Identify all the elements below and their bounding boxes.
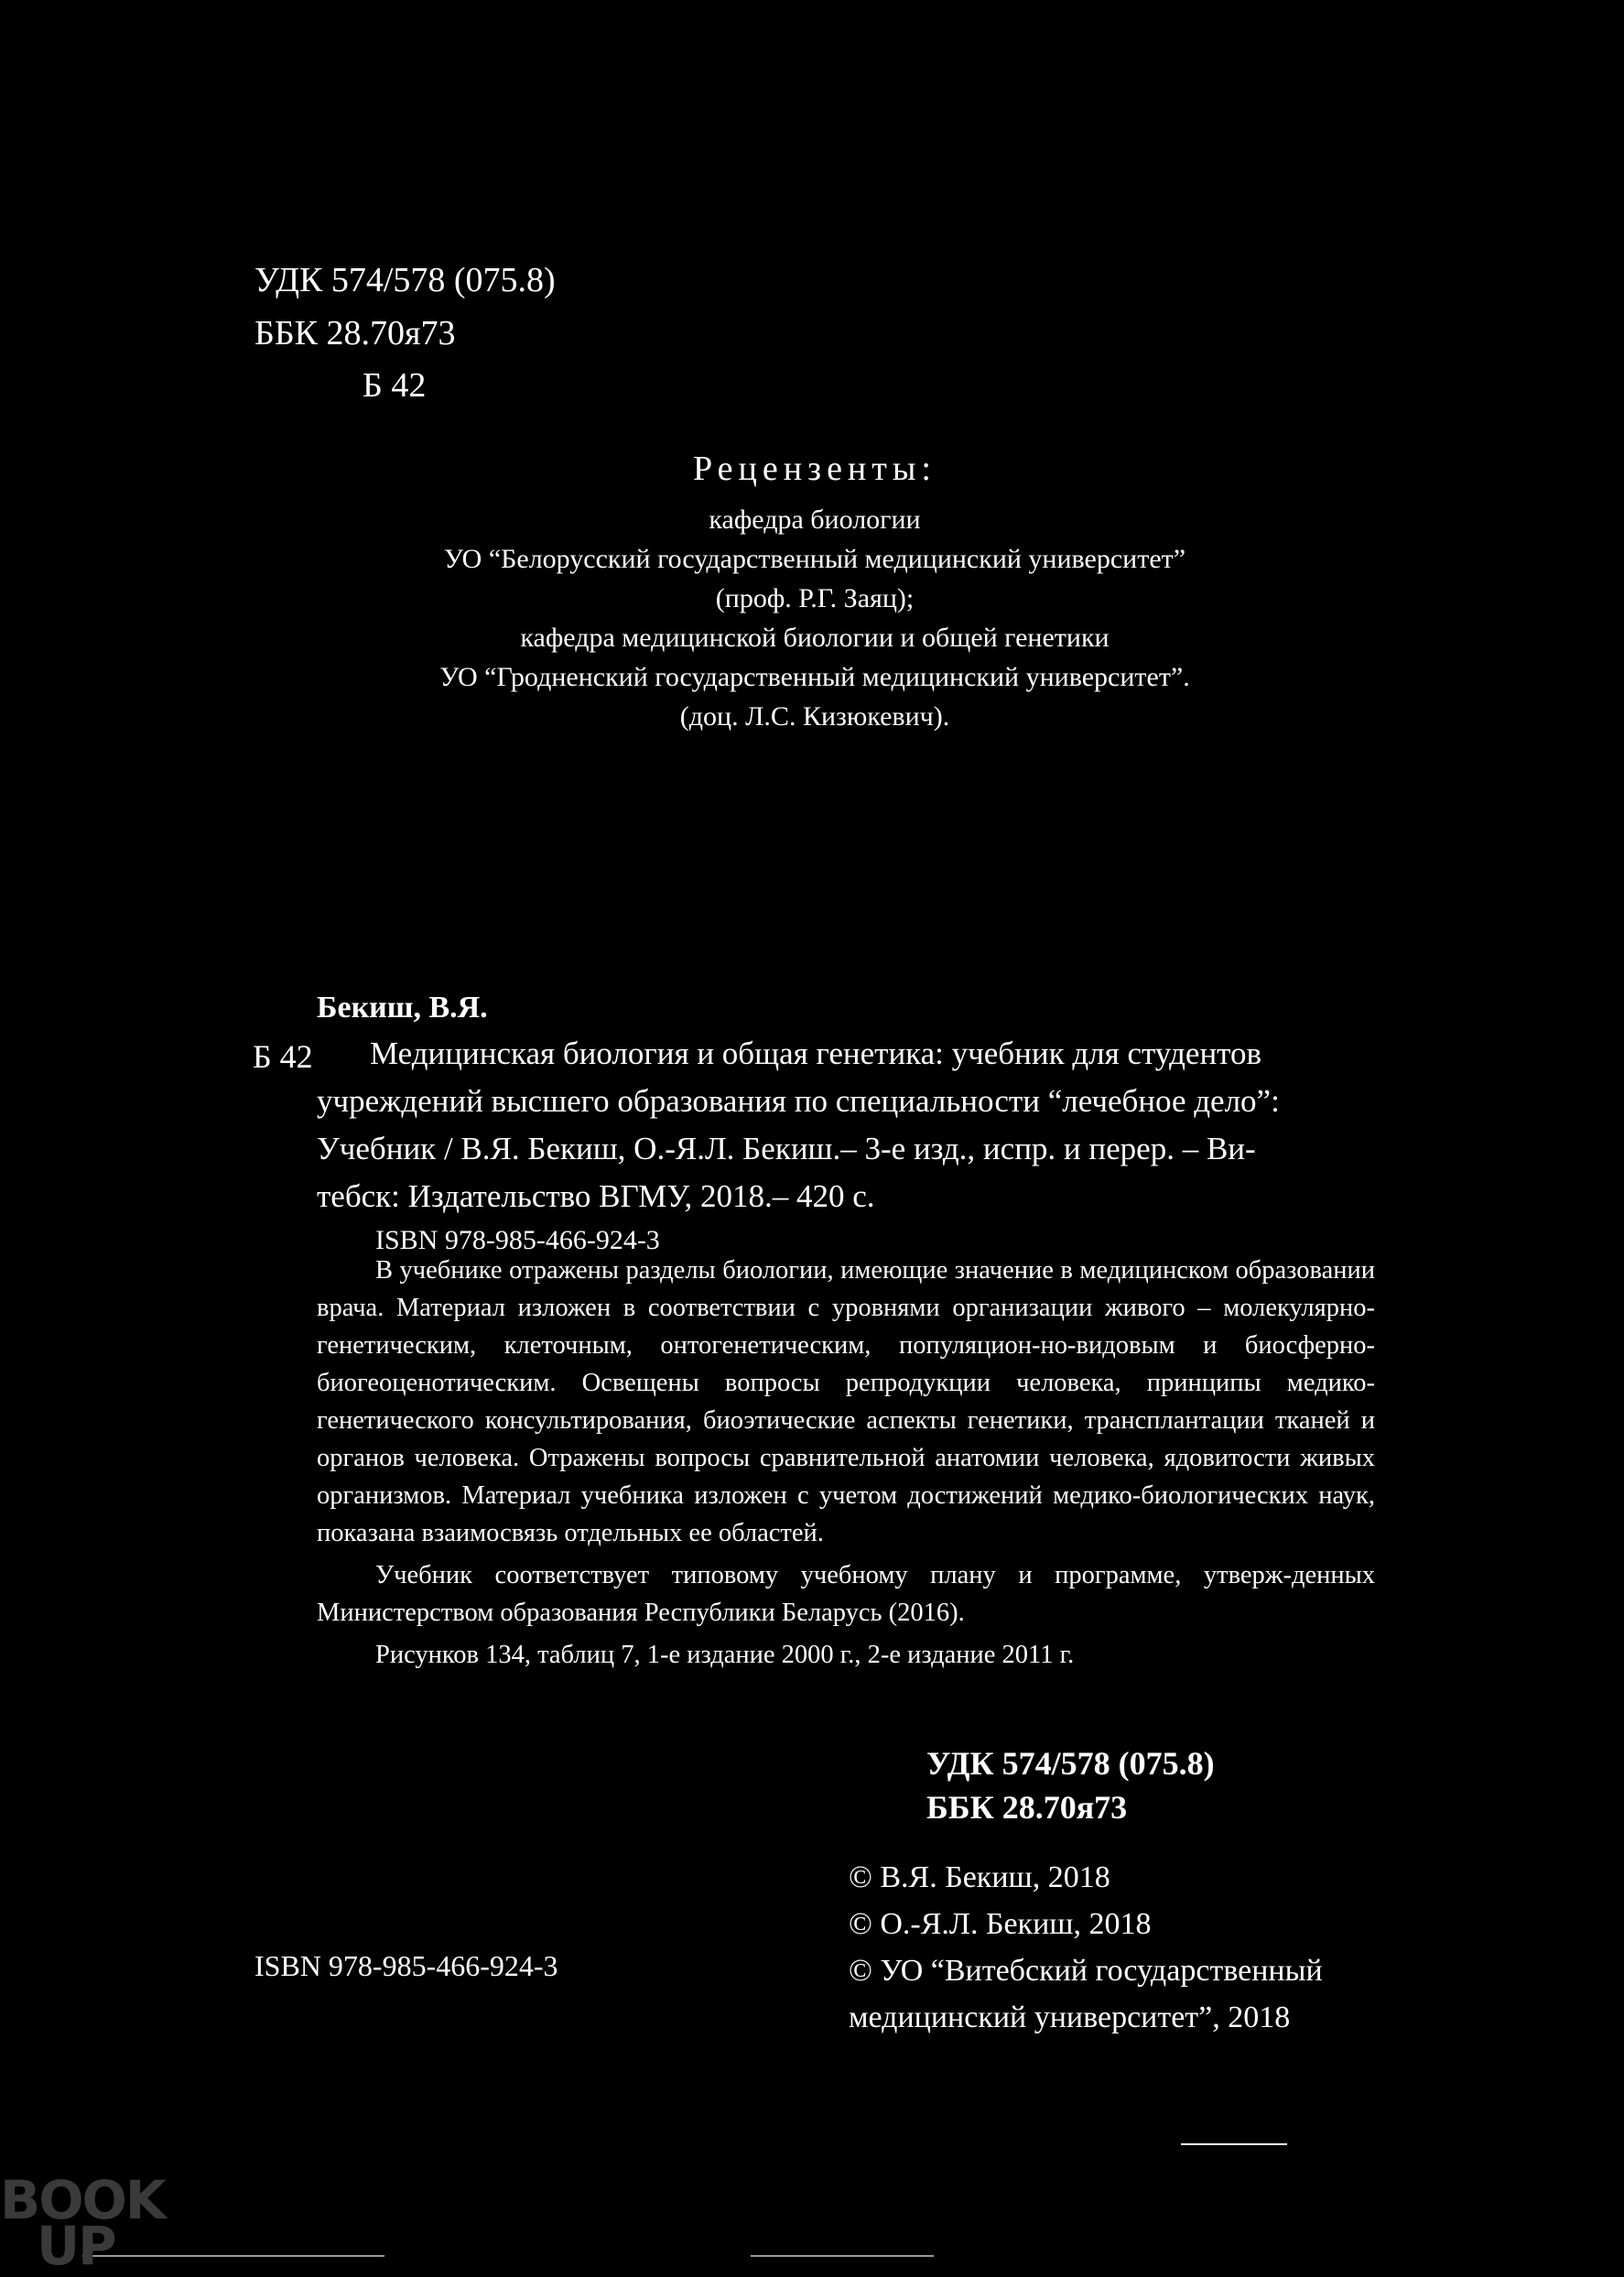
reviewer-line: кафедра биологии (709, 504, 921, 535)
reviewer-line: (проф. Р.Г. Заяц); (715, 583, 915, 613)
copyright-line: медицинский университет”, 2018 (849, 2001, 1291, 2034)
author-mark: Б 42 (363, 366, 427, 405)
isbn-bottom: ISBN 978-985-466-924-3 (254, 1949, 558, 1982)
footer-udk: УДК 574/578 (075.8) (926, 1745, 1215, 1782)
reviewers-block (275, 449, 1355, 736)
udk-code: УДК 574/578 (075.8) (254, 261, 556, 299)
reviewers-heading: Рецензенты: (693, 450, 937, 488)
annotation-paragraph: Учебник соответствует типовому учебному плану и программе, утверж-денных Министерством образования Республики Беларусь (2016). (317, 1561, 1375, 1627)
watermark-text: UP (37, 2215, 115, 2277)
copyright-line: © УО “Витебский государственный (849, 1954, 1323, 1988)
reviewer-line: УО “Гродненский государственный медицинский университет”. (439, 662, 1190, 692)
short-rule (1181, 2143, 1287, 2145)
reviewer-line: кафедра медицинской биологии и общей генетики (520, 623, 1110, 653)
bookup-watermark-logo (0, 2169, 165, 2277)
copyright-line: © О.-Я.Л. Бекиш, 2018 (849, 1907, 1152, 1941)
copyright-line: © В.Я. Бекиш, 2018 (849, 1860, 1110, 1894)
bib-line: Учебник / В.Я. Бекиш, О.-Я.Л. Бекиш.– 3-е изд., испр. и перер. – Ви- (317, 1131, 1256, 1166)
reviewer-line: (доц. Л.С. Кизюкевич). (679, 701, 950, 732)
bib-line: учреждений высшего образования по специальности “лечебное дело”: (317, 1083, 1280, 1119)
annotation-paragraph: Рисунков 134, таблиц 7, 1-е издание 2000 г., 2-е издание 2011 г. (375, 1641, 1075, 1669)
watermark-text: BOOK (0, 2169, 165, 2231)
bbk-code: ББК 28.70я73 (254, 314, 456, 352)
bib-code: Б 42 (253, 1038, 313, 1075)
isbn-inline: ISBN 978-985-466-924-3 (375, 1225, 660, 1255)
annotation-paragraph: В учебнике отражены разделы биологии, имеющие значение в медицинском образовании врача. Материал изложен в соответствии с уровнями организации живого – молекулярно-генетическим, клеточным, онтогенетическим, популяцион-но-видовым и биосферно-биогеоценотическим. Освещены вопросы репродукции человека, принципы медико-генетического консультирования, биоэтические аспекты генетики, трансплантации тканей и органов человека. Отражены вопросы сравнительной анатомии человека, ядовитости живых организмов. Материал учебника изложен с учетом достижений медико-биологических наук, показана взаимосвязь отдельных ее областей. (317, 1256, 1375, 1547)
bib-line: тебск: Издательство ВГМУ, 2018.– 420 с. (317, 1178, 875, 1214)
author-name: Бекиш, В.Я. (317, 991, 488, 1025)
reviewer-line: УО “Белорусский государственный медицинский университет” (443, 544, 1186, 574)
bib-line: Медицинская биология и общая генетика: учебник для студентов (370, 1035, 1262, 1071)
footer-bbk: ББК 28.70я73 (926, 1789, 1128, 1826)
annotation (317, 1252, 1375, 1674)
bottom-rule (751, 2255, 934, 2257)
